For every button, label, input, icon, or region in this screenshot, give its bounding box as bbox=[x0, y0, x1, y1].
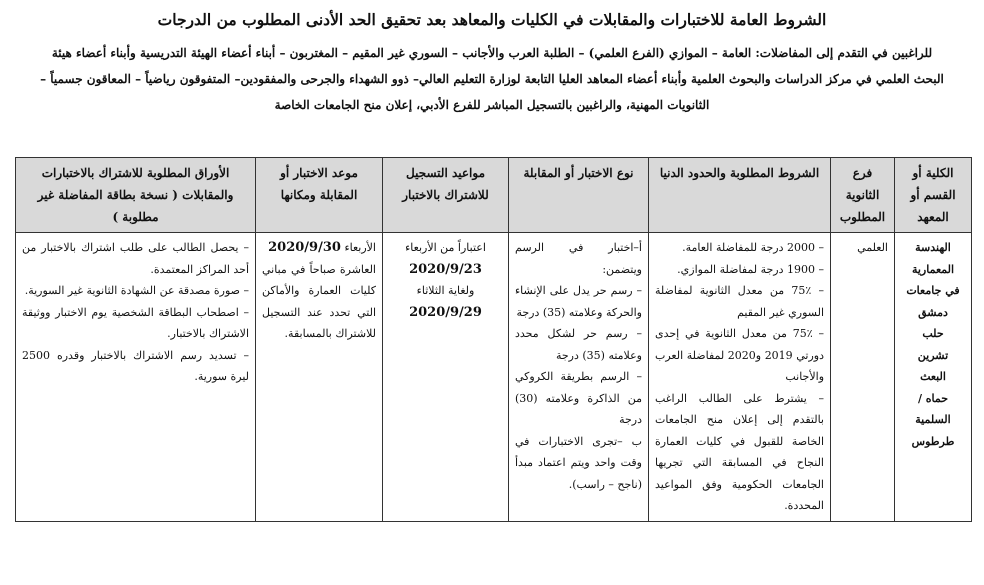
document-item: – صورة مصدقة عن الشهادة الثانوية غير السورية. bbox=[24, 284, 249, 297]
college-line: حلب bbox=[922, 327, 944, 340]
intro-paragraph bbox=[24, 40, 960, 118]
document-item: – يحصل الطالب على طلب اشتراك بالاختبار من أحد المراكز المعتمدة. bbox=[22, 241, 249, 276]
condition-item: – يشترط على الطالب الراغب بالتقدم إلى إعلان منح الجامعات الخاصة للقبول في كليات العمارة النجاح في المسابقة التي تجريها الجامعات الحكومية وفق المواعيد المحددة. bbox=[655, 391, 824, 512]
header-branch: فرع الثانوية المطلوب bbox=[831, 158, 895, 233]
test-type-item: ب –تجرى الاختبارات في وقت واحد ويتم اعتماد مبدأ (ناجح – راسب). bbox=[515, 434, 642, 491]
table-header-row bbox=[16, 158, 972, 233]
college-line: البعث bbox=[920, 370, 946, 383]
test-type-item: – رسم حر يدل على الإنشاء والحركة وعلامته (35) درجة bbox=[515, 284, 642, 319]
test-type-item: أ–اختبار في الرسم ويتضمن: bbox=[515, 241, 642, 276]
test-type-item: – الرسم بطريقة الكروكي من الذاكرة وعلامته (30) درجة bbox=[515, 370, 642, 426]
header-registration-dates: مواعيد التسجيل للاشتراك بالاختبار bbox=[383, 158, 509, 233]
registration-to-date: 2020/9/29 bbox=[409, 304, 482, 320]
college-line: دمشق bbox=[918, 305, 948, 319]
intro-line: البحث العلمي في مركز الدراسات والبحوث العلمية وأبناء أعضاء المعاهد العليا التابعة لوزارة التعليم العالي– ذوو الشهداء والجرحى والمفقودين– المتفوقون رياضياً – المعاقون جسمياً – bbox=[40, 72, 944, 86]
registration-from-date: 2020/9/23 bbox=[409, 261, 482, 277]
header-conditions: الشروط المطلوبة والحدود الدنيا bbox=[649, 158, 831, 233]
header-documents: الأوراق المطلوبة للاشتراك بالاختبارات والمقابلات ( نسخة بطاقة المفاضلة غير مطلوبة ) bbox=[16, 158, 256, 233]
cell-conditions bbox=[649, 233, 831, 522]
cell-registration-dates bbox=[383, 233, 509, 522]
registration-to-label: ولغاية الثلاثاء bbox=[416, 284, 475, 297]
condition-item: – 1900 درجة لمفاضلة الموازي. bbox=[677, 262, 824, 276]
cell-test-date-place bbox=[256, 233, 383, 522]
test-date: 2020/9/30 bbox=[268, 240, 341, 255]
college-line: تشرين bbox=[917, 348, 949, 362]
college-line: طرطوس bbox=[911, 434, 955, 448]
cell-branch: العلمي bbox=[831, 233, 895, 522]
header-test-date-place: موعد الاختبار أو المقابلة ومكانها bbox=[256, 158, 383, 233]
document-item: – اصطحاب البطاقة الشخصية يوم الاختبار ووثيقة الاشتراك بالاختبار. bbox=[22, 305, 249, 340]
condition-item: – 75٪ من معدل الثانوية لمفاضلة السوري غير المقيم bbox=[655, 284, 824, 319]
college-line: الهندسة المعمارية bbox=[911, 241, 955, 276]
condition-item: – 75٪ من معدل الثانوية في إحدى دورتي 2019 و2020 لمفاضلة العرب والأجانب bbox=[655, 327, 825, 383]
test-date-line bbox=[262, 237, 376, 259]
header-college: الكلية أو القسم أو المعهد bbox=[895, 158, 972, 233]
document-item: – تسديد رسم الاشتراك بالاختبار وقدره 2500 ليرة سورية. bbox=[22, 348, 249, 383]
intro-line: الثانويات المهنية، والراغبين بالتسجيل المباشر للفرع الأدبي، إعلان منح الجامعات الخاصة bbox=[274, 98, 710, 112]
cell-documents bbox=[16, 233, 256, 522]
college-line: في جامعات bbox=[906, 284, 960, 297]
document-title: الشروط العامة للاختبارات والمقابلات في الكليات والمعاهد بعد تحقيق الحد الأدنى المطلوب من الدرجات bbox=[157, 10, 827, 29]
test-type-item: – رسم حر لشكل محدد وعلامته (35) درجة bbox=[515, 327, 642, 362]
registration-from-label: اعتباراً من الأربعاء bbox=[405, 241, 486, 254]
condition-item: – 2000 درجة للمفاضلة العامة. bbox=[682, 241, 824, 254]
intro-line: للراغبين في التقدم إلى المفاضلات: العامة – الموازي (الفرع العلمي) – الطلبة العرب والأجانب – السوري غير المقيم – المغتربون – أبناء أعضاء الهيئة التدريسية وأبناء أعضاء هيئة bbox=[51, 46, 933, 60]
cell-test-type bbox=[509, 233, 649, 522]
cell-college bbox=[895, 233, 972, 522]
college-line: حماه /السلمية bbox=[915, 391, 951, 426]
conditions-table bbox=[15, 157, 972, 522]
table-row bbox=[16, 233, 972, 522]
header-test-type: نوع الاختبار أو المقابلة bbox=[509, 158, 649, 233]
test-day: الأربعاء bbox=[344, 241, 376, 254]
test-place-details: العاشرة صباحاً في مباني كليات العمارة والأماكن التي تحدد عند التسجيل للاشتراك بالمسابقة. bbox=[262, 262, 376, 340]
